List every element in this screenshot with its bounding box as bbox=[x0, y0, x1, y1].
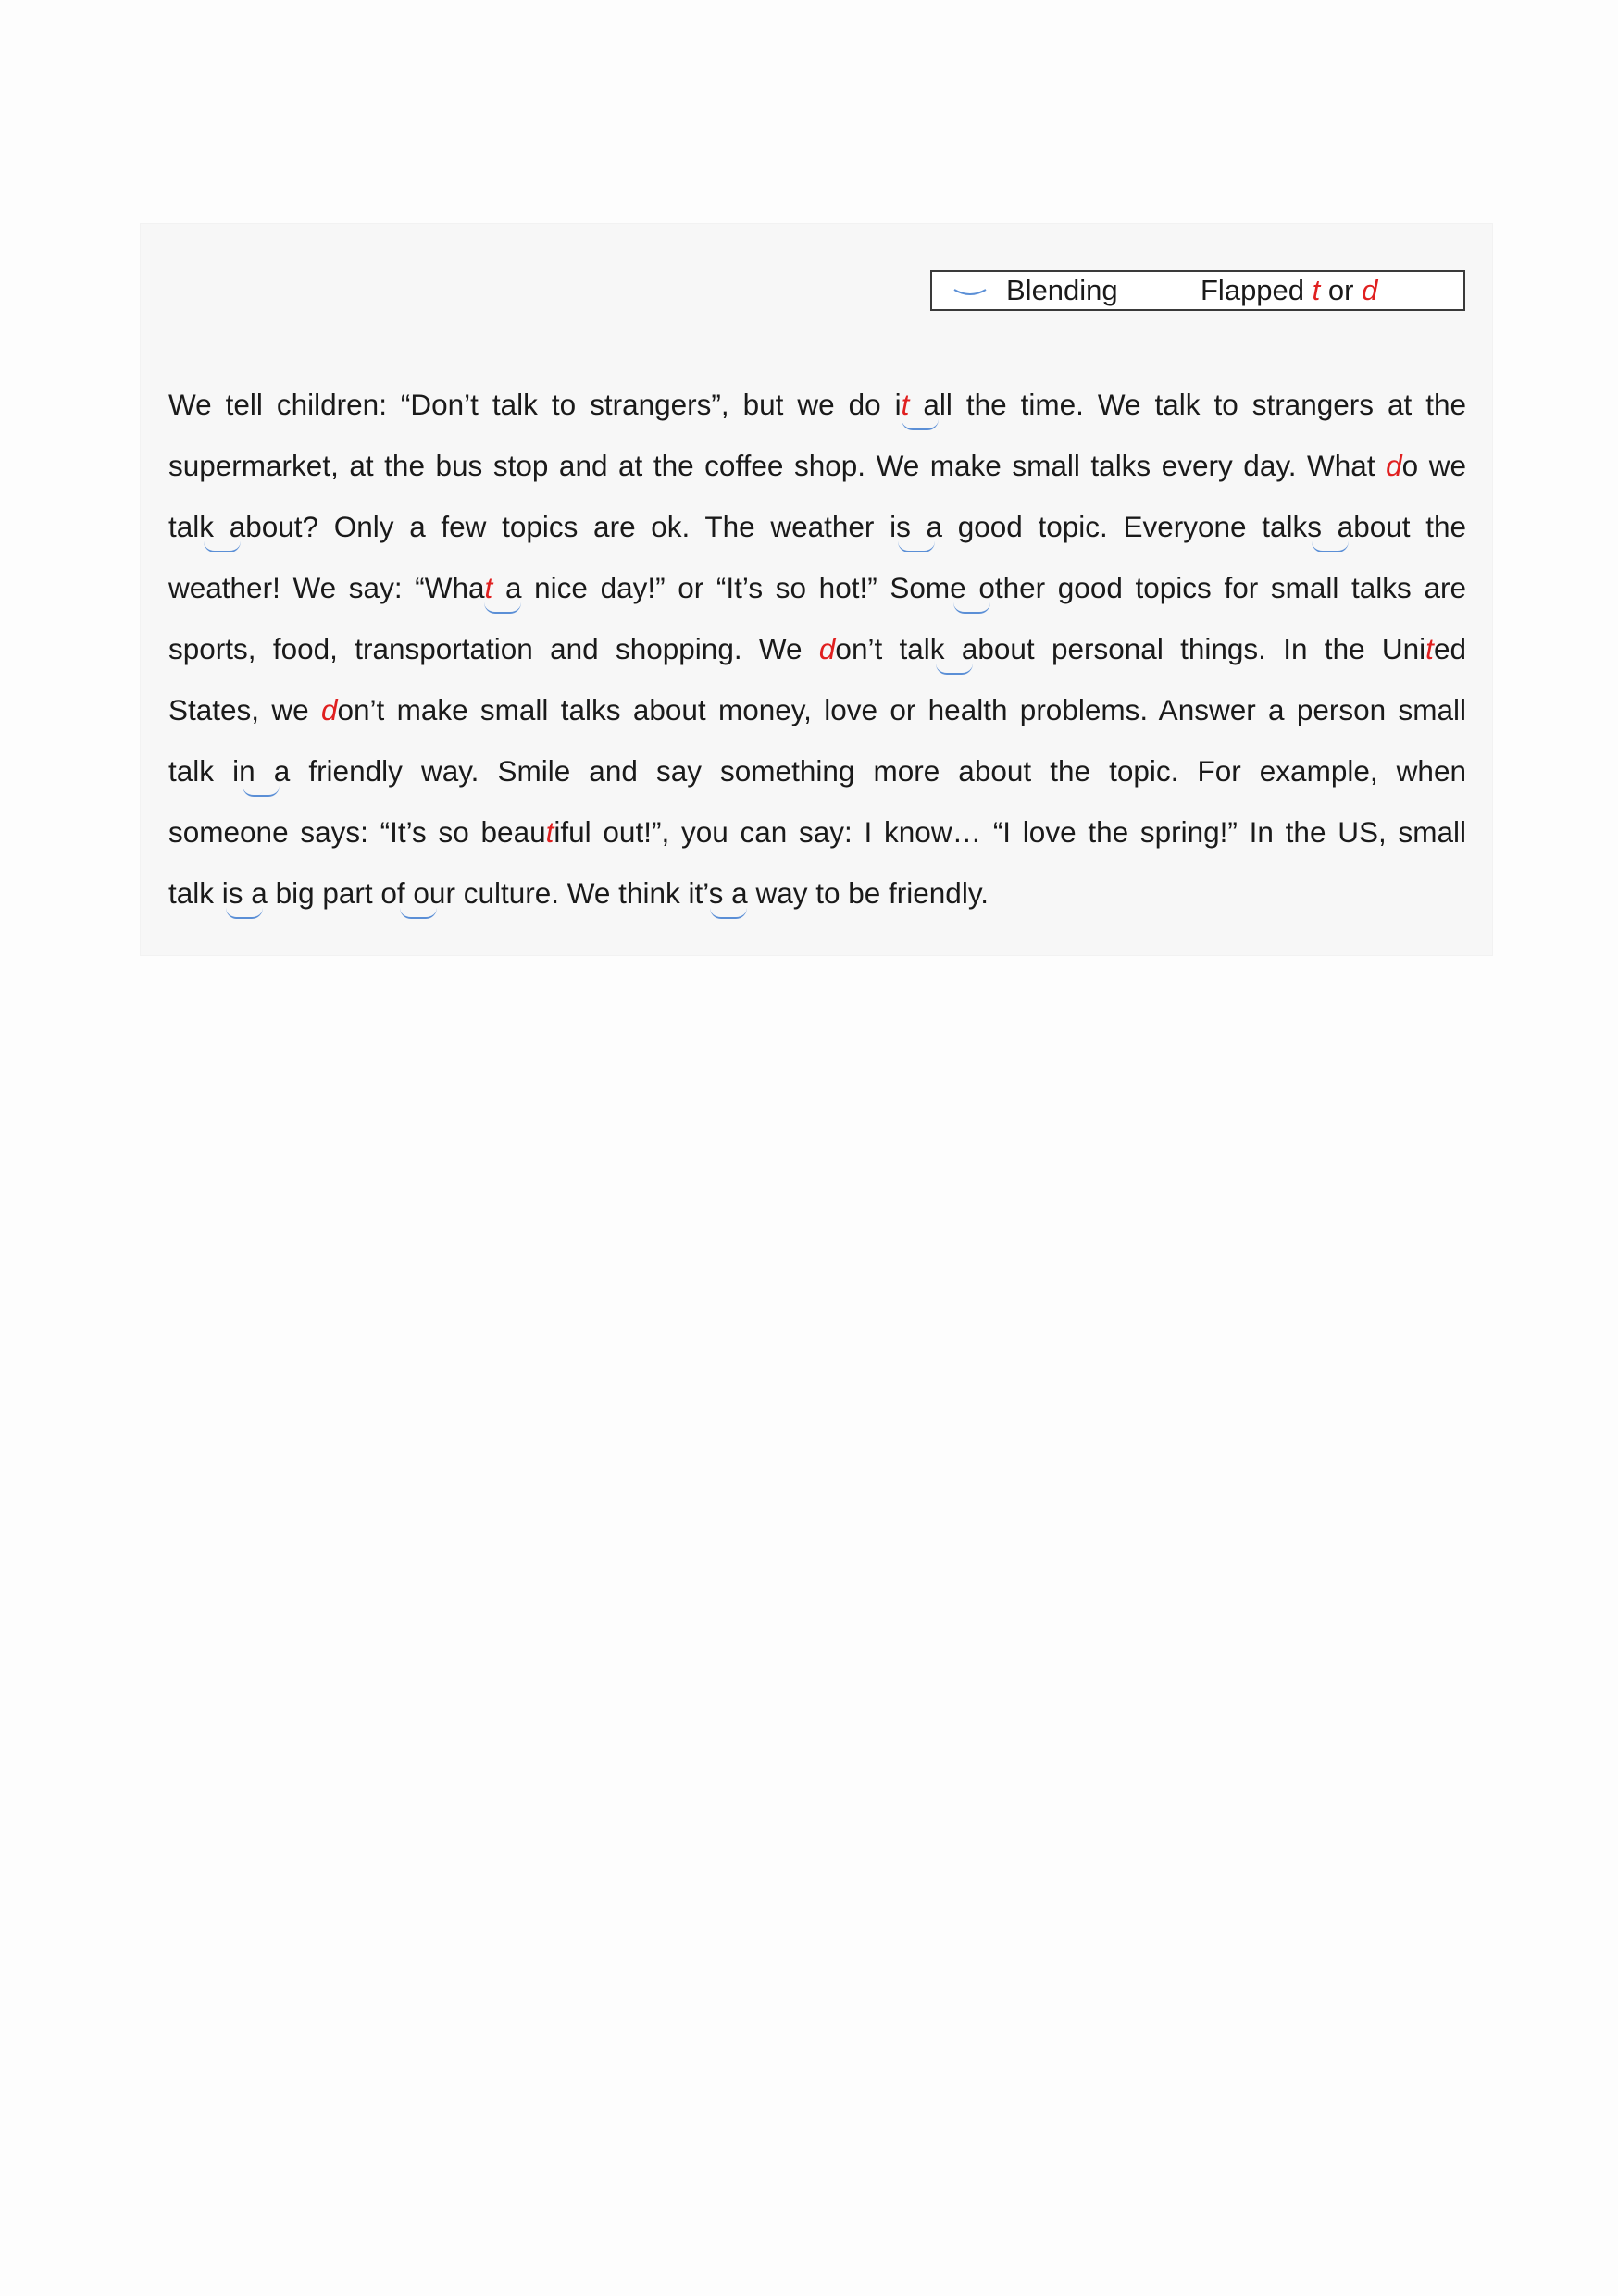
blended-segment: s a bbox=[1307, 510, 1354, 543]
text-segment: someone says: “It’s so beau bbox=[168, 815, 546, 849]
text-segment: States, we bbox=[168, 693, 321, 726]
text-segment: culture. We think it’ bbox=[454, 876, 709, 910]
passage-line-1 bbox=[168, 374, 1466, 435]
text-segment: ed bbox=[1433, 632, 1466, 665]
legend-blending-label: Blending bbox=[1006, 274, 1118, 306]
legend-flapped-t: t bbox=[1312, 274, 1321, 306]
blended-segment: in a bbox=[232, 754, 291, 788]
text-segment: ll the time. We talk to strangers at the bbox=[939, 388, 1466, 421]
blended-segment: is a bbox=[221, 876, 268, 910]
text-segment: iful out!”, you can say: I know… “I love the spring!” In the US, small bbox=[554, 815, 1466, 849]
flapped-letter: t bbox=[901, 388, 910, 421]
text-segment: good topic. Everyone talk bbox=[942, 510, 1308, 543]
blended-segment: a bbox=[923, 388, 940, 421]
passage-line-4 bbox=[168, 557, 1466, 618]
passage-line-2 bbox=[168, 435, 1466, 496]
text-segment: sports, food, transportation and shopping. We bbox=[168, 632, 819, 665]
text-segment: weather! We say: “Wha bbox=[168, 571, 485, 604]
legend-flapped-d: d bbox=[1362, 274, 1378, 306]
text-segment: talk bbox=[168, 754, 233, 788]
text-segment: way to be friendly. bbox=[747, 876, 989, 910]
flapped-letter: d bbox=[1386, 449, 1402, 482]
blended-segment: a bbox=[504, 571, 522, 604]
blended-segment: k a bbox=[199, 510, 246, 543]
flapped-letter: t bbox=[545, 815, 554, 849]
text-segment: bout? Only a few topics are ok. The weather bbox=[245, 510, 890, 543]
flapped-letter: t bbox=[484, 571, 493, 604]
legend-box bbox=[930, 270, 1465, 311]
text-segment: supermarket, at the bus stop and at the coffee shop. We make small talks every day. What bbox=[168, 449, 1387, 482]
passage-line-9 bbox=[168, 863, 1466, 924]
blended-segment: k a bbox=[929, 632, 978, 665]
text-segment bbox=[909, 388, 923, 421]
legend-flapped-text: Flapped bbox=[1201, 274, 1305, 306]
passage-line-6 bbox=[168, 679, 1466, 740]
text-segment: on’t tal bbox=[835, 632, 930, 665]
text-segment: ther good topics for small talks are bbox=[994, 571, 1466, 604]
flapped-letter: d bbox=[818, 632, 836, 665]
text-segment: bout personal things. In the Uni bbox=[977, 632, 1426, 665]
passage-line-8 bbox=[168, 801, 1466, 863]
text-segment: talk bbox=[168, 876, 222, 910]
text-segment: We tell children: “Don’t talk to strangers”, but we do i bbox=[168, 388, 902, 421]
blended-segment: of our bbox=[380, 876, 455, 910]
blended-segment: e o bbox=[950, 571, 995, 604]
text-segment bbox=[492, 571, 505, 604]
text-segment: friendly way. Smile and say something more about the topic. For example, when bbox=[290, 754, 1466, 788]
text-segment: big part bbox=[267, 876, 381, 910]
passage-line-7 bbox=[168, 740, 1466, 801]
blending-mark-icon bbox=[952, 288, 988, 297]
blended-segment: s a bbox=[708, 876, 748, 910]
flapped-letter: d bbox=[320, 693, 338, 726]
text-segment: on’t make small talks about money, love or health problems. Answer a person small bbox=[337, 693, 1466, 726]
text-segment: nice day!” or “It’s so hot!” Som bbox=[521, 571, 951, 604]
flapped-letter: t bbox=[1425, 632, 1434, 665]
legend-flapped-label bbox=[1201, 272, 1377, 309]
text-segment: tal bbox=[168, 510, 200, 543]
legend-or-text: or bbox=[1327, 274, 1354, 306]
text-segment: bout the bbox=[1353, 510, 1466, 543]
blended-segment: is a bbox=[890, 510, 943, 543]
passage-line-5 bbox=[168, 618, 1466, 679]
reading-passage bbox=[168, 374, 1466, 924]
text-segment: o we bbox=[1401, 449, 1466, 482]
passage-line-3 bbox=[168, 496, 1466, 557]
